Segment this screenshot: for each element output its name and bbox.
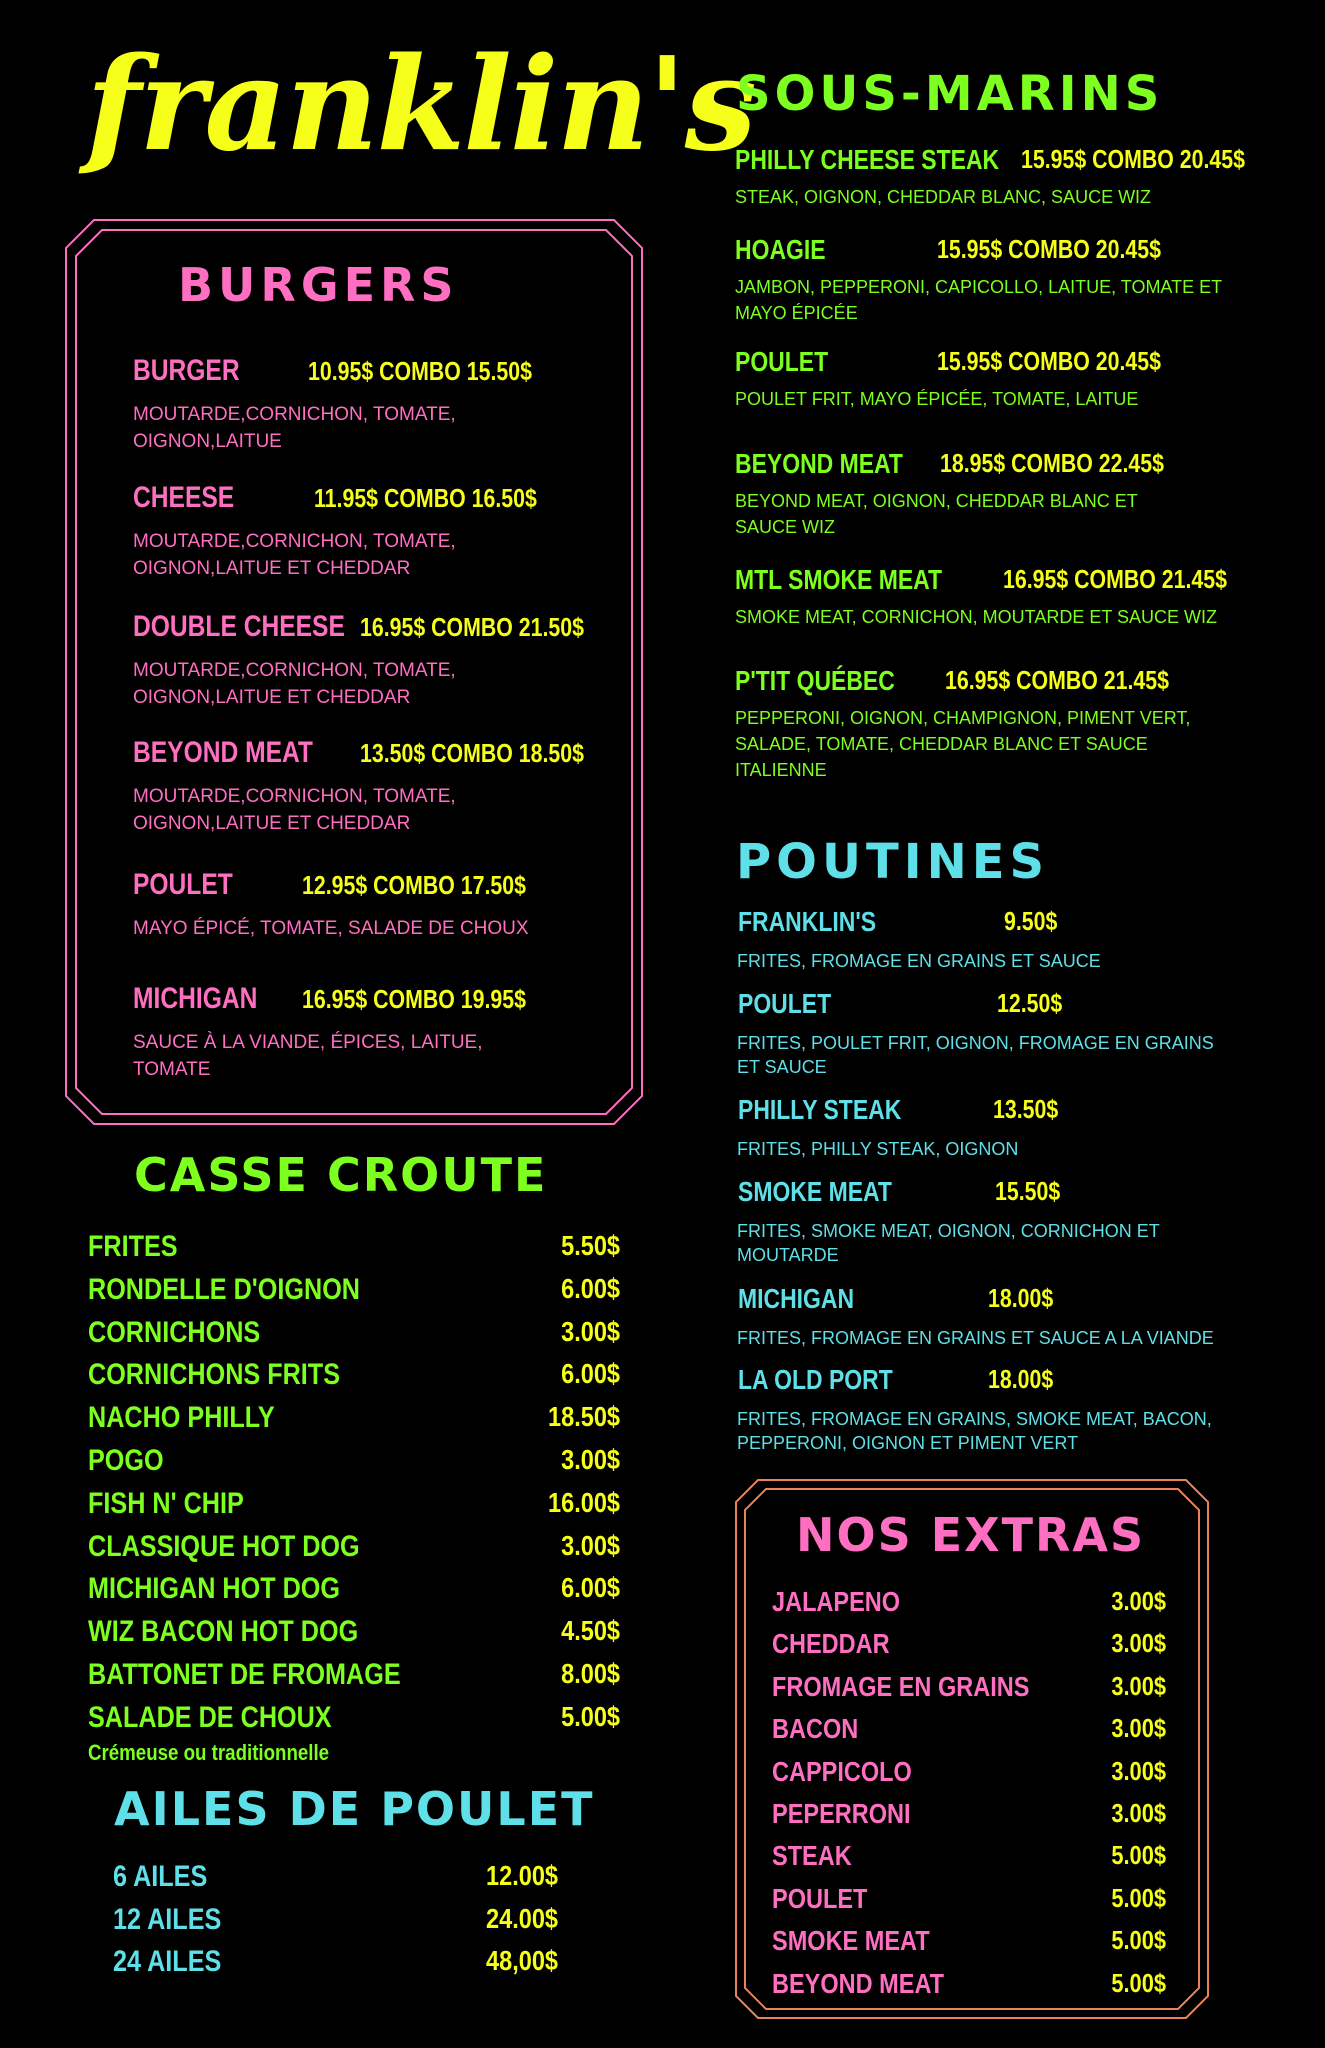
sub-item-name: HOAGIE bbox=[735, 234, 826, 265]
extras-item-price: 3.00$ bbox=[1111, 1755, 1166, 1786]
casse-croute-item-price: 18.50$ bbox=[548, 1401, 620, 1433]
extras-item-name: BEYOND MEAT bbox=[772, 1967, 945, 1999]
casse-croute-item-price: 3.00$ bbox=[561, 1529, 620, 1561]
poutine-item-desc: FRITES, FROMAGE EN GRAINS ET SAUCE A LA VIANDE bbox=[737, 1328, 1214, 1348]
burger-item-desc: MAYO ÉPICÉ, TOMATE, SALADE DE CHOUX bbox=[133, 918, 529, 939]
poutine-item-desc: FRITES, POULET FRIT, OIGNON, FROMAGE EN GRAINS bbox=[737, 1033, 1214, 1053]
poutine-item-desc: MOUTARDE bbox=[737, 1245, 839, 1265]
casse-croute-item-price: 6.00$ bbox=[561, 1358, 620, 1390]
sub-item-desc: SAUCE WIZ bbox=[735, 517, 836, 537]
sub-item-name: BEYOND MEAT bbox=[735, 448, 903, 479]
extras-item-name: CAPPICOLO bbox=[772, 1755, 912, 1787]
casse-croute-item-name: FRITES bbox=[88, 1230, 178, 1263]
extras-item-name: STEAK bbox=[772, 1840, 852, 1872]
sub-item-price: 15.95$ COMBO 20.45$ bbox=[937, 234, 1161, 264]
ailes-item-name: 6 AILES bbox=[113, 1860, 208, 1893]
burger-item-name: MICHIGAN bbox=[133, 982, 258, 1015]
casse-croute-item-price: 4.50$ bbox=[561, 1615, 620, 1647]
casse-croute-item-price: 6.00$ bbox=[561, 1572, 620, 1604]
sub-item-desc: POULET FRIT, MAYO ÉPICÉE, TOMATE, LAITUE bbox=[735, 389, 1139, 409]
burgers-title: BURGERS bbox=[178, 258, 459, 312]
extras-item-price: 3.00$ bbox=[1111, 1628, 1166, 1659]
sub-item-desc: ITALIENNE bbox=[735, 760, 827, 780]
logo: franklin's bbox=[86, 30, 755, 180]
sub-item-name: P'TIT QUÉBEC bbox=[735, 665, 895, 696]
sub-item-price: 16.95$ COMBO 21.45$ bbox=[945, 665, 1169, 695]
poutine-item-desc: FRITES, FROMAGE EN GRAINS ET SAUCE bbox=[737, 951, 1101, 971]
ailes-item-price: 24.00$ bbox=[486, 1902, 558, 1934]
burger-item-desc: OIGNON,LAITUE bbox=[133, 431, 282, 452]
sub-item-price: 16.95$ COMBO 21.45$ bbox=[1003, 564, 1227, 594]
burger-item-desc: OIGNON,LAITUE ET CHEDDAR bbox=[133, 813, 411, 834]
casse-croute-item-name: CLASSIQUE HOT DOG bbox=[88, 1529, 360, 1563]
casse-croute-item-price: 16.00$ bbox=[548, 1486, 620, 1518]
burger-item-name: BURGER bbox=[133, 354, 240, 387]
sub-item-name: PHILLY CHEESE STEAK bbox=[735, 144, 1000, 175]
casse-croute-item-name: NACHO PHILLY bbox=[88, 1401, 275, 1435]
sub-item-name: MTL SMOKE MEAT bbox=[735, 564, 943, 595]
sub-item-desc: STEAK, OIGNON, CHEDDAR BLANC, SAUCE WIZ bbox=[735, 187, 1152, 207]
casse-croute-item-name: BATTONET DE FROMAGE bbox=[88, 1658, 401, 1691]
poutine-item-desc: FRITES, FROMAGE EN GRAINS, SMOKE MEAT, BACON, bbox=[737, 1409, 1212, 1429]
poutine-item-desc: FRITES, PHILLY STEAK, OIGNON bbox=[737, 1139, 1019, 1159]
burger-item-desc: OIGNON,LAITUE ET CHEDDAR bbox=[133, 558, 411, 579]
poutine-item-price: 18.00$ bbox=[988, 1283, 1054, 1313]
burger-item-desc: MOUTARDE,CORNICHON, TOMATE, bbox=[133, 786, 456, 807]
extras-item-name: SMOKE MEAT bbox=[772, 1925, 930, 1957]
extras-item-name: JALAPENO bbox=[772, 1586, 901, 1617]
casse-croute-note: Crémeuse ou traditionnelle bbox=[88, 1740, 330, 1765]
poutine-item-price: 9.50$ bbox=[1004, 906, 1058, 936]
poutines-title: POUTINES bbox=[736, 834, 1050, 890]
casse-croute-item-name: WIZ BACON HOT DOG bbox=[88, 1615, 359, 1649]
burger-item-name: POULET bbox=[133, 868, 233, 901]
poutine-item-desc: FRITES, SMOKE MEAT, OIGNON, CORNICHON ET bbox=[737, 1221, 1160, 1241]
burger-item-price: 10.95$ COMBO 15.50$ bbox=[308, 356, 532, 386]
casse-croute-title: CASSE CROUTE bbox=[134, 1148, 548, 1202]
casse-croute-item-name: MICHIGAN HOT DOG bbox=[88, 1572, 340, 1606]
extras-item-name: PEPERRONI bbox=[772, 1798, 911, 1829]
casse-croute-item-price: 3.00$ bbox=[561, 1315, 620, 1347]
sous-marins-title: SOUS-MARINS bbox=[736, 66, 1164, 122]
burger-item-price: 16.95$ COMBO 21.50$ bbox=[360, 612, 584, 642]
poutine-item-price: 18.00$ bbox=[988, 1364, 1054, 1394]
burger-item-desc: TOMATE bbox=[133, 1059, 211, 1080]
sub-item-desc: JAMBON, PEPPERONI, CAPICOLLO, LAITUE, TOMATE ET bbox=[735, 277, 1223, 297]
extras-item-price: 5.00$ bbox=[1111, 1840, 1166, 1871]
extras-title: NOS EXTRAS bbox=[796, 1508, 1146, 1562]
casse-croute-item-name: CORNICHONS bbox=[88, 1315, 261, 1349]
casse-croute-item-name: CORNICHONS FRITS bbox=[88, 1358, 340, 1392]
extras-item-price: 3.00$ bbox=[1111, 1798, 1166, 1828]
poutine-item-name: POULET bbox=[738, 988, 832, 1019]
casse-croute-item-price: 8.00$ bbox=[561, 1658, 620, 1689]
burger-item-desc: OIGNON,LAITUE ET CHEDDAR bbox=[133, 687, 411, 708]
burger-item-name: BEYOND MEAT bbox=[133, 736, 313, 769]
burger-item-name: CHEESE bbox=[133, 481, 235, 514]
burger-item-desc: MOUTARDE,CORNICHON, TOMATE, bbox=[133, 660, 456, 681]
poutine-item-name: MICHIGAN bbox=[738, 1283, 855, 1314]
burger-item-price: 16.95$ COMBO 19.95$ bbox=[302, 984, 526, 1014]
casse-croute-item-name: RONDELLE D'OIGNON bbox=[88, 1272, 361, 1306]
burger-item-desc: MOUTARDE,CORNICHON, TOMATE, bbox=[133, 531, 456, 552]
sub-item-desc: BEYOND MEAT, OIGNON, CHEDDAR BLANC ET bbox=[735, 491, 1138, 511]
poutine-item-price: 13.50$ bbox=[993, 1094, 1059, 1124]
sub-item-price: 18.95$ COMBO 22.45$ bbox=[940, 448, 1164, 478]
extras-item-price: 3.00$ bbox=[1111, 1713, 1166, 1744]
extras-item-price: 3.00$ bbox=[1111, 1670, 1166, 1701]
sub-item-desc: MAYO ÉPICÉE bbox=[735, 303, 858, 323]
extras-item-price: 5.00$ bbox=[1111, 1925, 1166, 1956]
burger-item-price: 11.95$ COMBO 16.50$ bbox=[314, 483, 537, 513]
extras-item-name: FROMAGE EN GRAINS bbox=[772, 1670, 1030, 1702]
poutine-item-price: 12.50$ bbox=[997, 988, 1063, 1018]
poutine-item-name: PHILLY STEAK bbox=[738, 1094, 902, 1125]
sub-item-name: POULET bbox=[735, 346, 829, 377]
sub-item-price: 15.95$ COMBO 20.45$ bbox=[1021, 144, 1245, 174]
poutine-item-price: 15.50$ bbox=[995, 1176, 1061, 1206]
burger-item-price: 12.95$ COMBO 17.50$ bbox=[302, 870, 526, 900]
burger-item-desc: SAUCE À LA VIANDE, ÉPICES, LAITUE, bbox=[133, 1032, 483, 1053]
extras-item-name: CHEDDAR bbox=[772, 1628, 890, 1660]
sub-item-desc: PEPPERONI, OIGNON, CHAMPIGNON, PIMENT VERT, bbox=[735, 708, 1191, 728]
extras-item-name: BACON bbox=[772, 1713, 859, 1745]
poutine-item-name: FRANKLIN'S bbox=[738, 906, 877, 937]
burger-item-name: DOUBLE CHEESE bbox=[133, 610, 345, 643]
ailes-item-name: 12 AILES bbox=[113, 1902, 222, 1936]
extras-item-price: 5.00$ bbox=[1111, 1882, 1166, 1913]
sub-item-price: 15.95$ COMBO 20.45$ bbox=[937, 346, 1161, 376]
extras-item-price: 5.00$ bbox=[1111, 1967, 1166, 1998]
burger-item-price: 13.50$ COMBO 18.50$ bbox=[360, 738, 584, 768]
casse-croute-item-name: FISH N' CHIP bbox=[88, 1486, 244, 1520]
poutine-item-name: LA OLD PORT bbox=[738, 1364, 893, 1395]
extras-item-price: 3.00$ bbox=[1111, 1586, 1166, 1616]
sub-item-desc: SALADE, TOMATE, CHEDDAR BLANC ET SAUCE bbox=[735, 734, 1148, 754]
ailes-item-price: 12.00$ bbox=[486, 1860, 558, 1891]
casse-croute-item-price: 5.50$ bbox=[561, 1230, 620, 1261]
poutine-item-desc: PEPPERONI, OIGNON ET PIMENT VERT bbox=[737, 1433, 1079, 1453]
ailes-title: AILES DE POULET bbox=[114, 1782, 595, 1836]
poutine-item-desc: ET SAUCE bbox=[737, 1057, 827, 1077]
casse-croute-item-price: 3.00$ bbox=[561, 1444, 620, 1475]
casse-croute-item-price: 5.00$ bbox=[561, 1700, 620, 1732]
casse-croute-item-name: POGO bbox=[88, 1444, 164, 1477]
casse-croute-item-price: 6.00$ bbox=[561, 1272, 620, 1304]
extras-item-name: POULET bbox=[772, 1882, 868, 1914]
sub-item-desc: SMOKE MEAT, CORNICHON, MOUTARDE ET SAUCE WIZ bbox=[735, 607, 1218, 627]
poutine-item-name: SMOKE MEAT bbox=[738, 1176, 892, 1207]
ailes-item-price: 48,00$ bbox=[486, 1945, 558, 1976]
ailes-item-name: 24 AILES bbox=[113, 1945, 222, 1978]
burger-item-desc: MOUTARDE,CORNICHON, TOMATE, bbox=[133, 404, 456, 425]
casse-croute-item-name: SALADE DE CHOUX bbox=[88, 1700, 332, 1734]
